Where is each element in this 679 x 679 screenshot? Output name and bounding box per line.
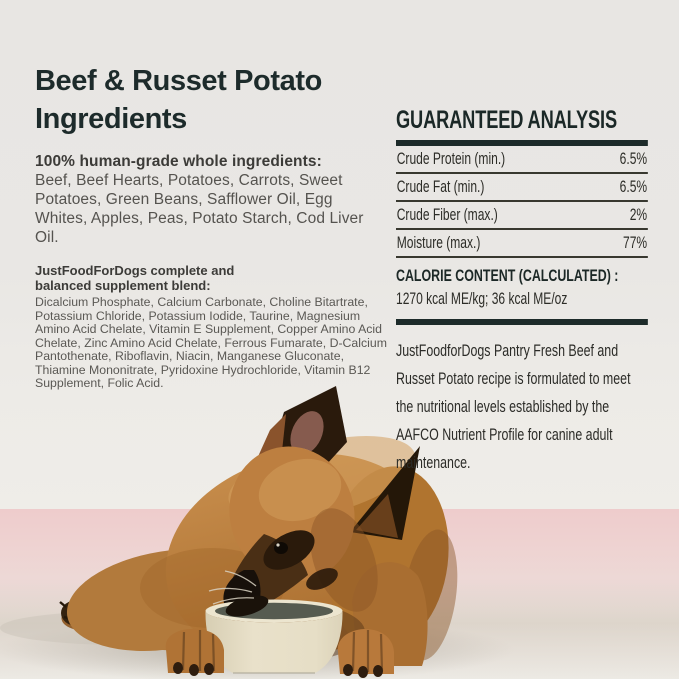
divider-bar-thick-bottom (396, 319, 648, 325)
analysis-row-moisture: Moisture (max.) 77% (396, 230, 648, 258)
analysis-title: GUARANTEED ANALYSIS (396, 106, 617, 134)
guaranteed-analysis-panel (396, 108, 648, 477)
page-title-line2: Ingredients (35, 103, 187, 135)
aafco-statement: JustFoodforDogs Pantry Fresh Beef and Russet Potato recipe is formulated to meet the nutritional levels established by the AAFCO Nutrient Profile for canine adult maintenance. (396, 341, 631, 472)
page-title (35, 62, 387, 138)
ingredients-list: Beef, Beef Hearts, Potatoes, Carrots, Sweet Potatoes, Green Beans, Safflower Oil, Egg Whites, Apples, Peas, Potato Starch, Cod Liver Oil. (35, 172, 364, 246)
ingredients-panel (35, 62, 387, 391)
analysis-row-fat: Crude Fat (min.) 6.5% (396, 174, 648, 202)
page-title-line1: Beef & Russet Potato (35, 65, 322, 97)
calorie-heading: CALORIE CONTENT (CALCULATED) : (396, 266, 619, 285)
supplement-heading: JustFoodForDogs complete and balanced supplement blend: (35, 263, 235, 293)
analysis-row-fiber: Crude Fiber (max.) 2% (396, 202, 648, 230)
calorie-value: 1270 kcal ME/kg; 36 kcal ME/oz (396, 290, 568, 308)
supplement-blend-list: Dicalcium Phosphate, Calcium Carbonate, Choline Bitartrate, Potassium Chloride, Potassium Iodide, Taurine, Magnesium Amino Acid Chelate, Vitamin E Supplement, Copper Amino Acid Chelate, Zinc Amino Acid Chelate, Ferrous Fumarate, D-Calcium Pantothenate, Riboflavin, Niacin, Manganese Gluconate, Thiamine Mononitrate, Pyridoxine Hydrochloride, Vitamin B12 Supplement, Folic Acid. (35, 295, 387, 391)
analysis-row-protein: Crude Protein (min.) 6.5% (396, 146, 648, 174)
dog-eye (274, 542, 288, 554)
analysis-table (396, 146, 648, 258)
ingredients-heading: 100% human-grade whole ingredients: (35, 153, 322, 170)
